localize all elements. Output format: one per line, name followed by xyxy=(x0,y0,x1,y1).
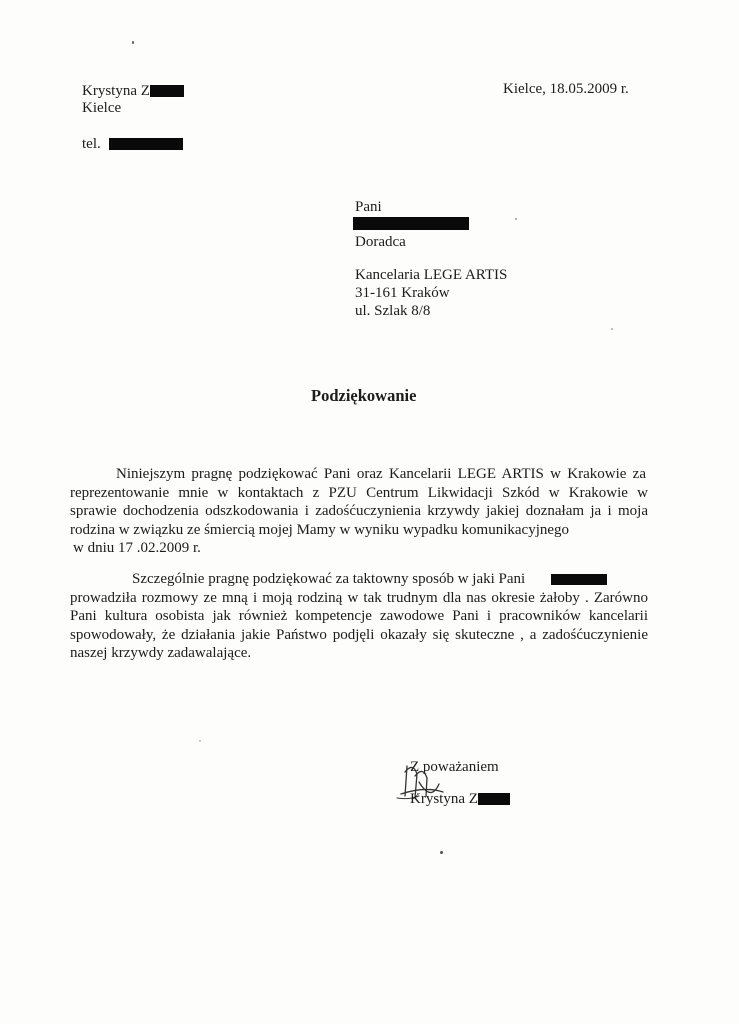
scan-speck xyxy=(611,328,613,330)
recipient-role: Doradca xyxy=(355,234,406,250)
redacted-surname xyxy=(150,85,184,97)
paragraph-2-line xyxy=(70,570,646,589)
sender-name: Krystyna Z xyxy=(82,83,150,99)
paragraph-2-line: Pani kultura osobista jak również kompetencje zawodowe Pani i pracowników kancelarii xyxy=(70,608,648,624)
scan-speck xyxy=(440,851,443,854)
paragraph-1-line: w dniu 17 .02.2009 r. xyxy=(73,540,201,556)
paragraph-2-line: spowodowały, że działania jakie Państwo podjęli okazały się skuteczne , a zadośćuczynienie xyxy=(70,626,648,643)
redacted-recipient-name xyxy=(353,217,469,230)
paragraph-1-line: rodzina w związku ze śmiercią mojej Mamy w wyniku wypadku komunikacyjnego xyxy=(70,521,570,538)
recipient-firm: Kancelaria LEGE ARTIS xyxy=(355,267,508,283)
paragraph-2-line: naszej krzywdy zadawalające. xyxy=(70,645,252,661)
sender-name-line xyxy=(82,82,184,100)
scan-speck xyxy=(199,740,201,742)
paragraph-2-first-text: Szczególnie pragnę podziękować za taktowny sposób w jaki Pani xyxy=(132,571,526,587)
signature-name-line xyxy=(410,790,510,808)
scan-speck xyxy=(515,218,517,220)
redacted-advisor-name xyxy=(551,574,607,585)
letter-title: Podziękowanie xyxy=(311,386,417,405)
paragraph-1-line: Niniejszym pragnę podziękować Pani oraz Kancelarii LEGE ARTIS w Krakowie za xyxy=(116,466,646,482)
scan-speck xyxy=(132,41,134,44)
sender-city: Kielce xyxy=(82,100,122,116)
recipient-salutation: Pani xyxy=(355,199,382,215)
signature-name: Krystyna Z xyxy=(410,791,478,807)
phone-label: tel. xyxy=(82,136,101,152)
paragraph-2-line: prowadziła rozmowy ze mną i moją rodziną w tak trudnym dla nas okresie żałoby . Zarówno xyxy=(70,589,648,606)
paragraph-1 xyxy=(70,465,648,558)
paragraph-1-line: sprawie dochodzenia odszkodowania i zadośćuczynienia krzywdy jakiej doznałam ja i moja xyxy=(70,503,648,519)
recipient-postal: 31-161 Kraków xyxy=(355,285,450,301)
paragraph-2 xyxy=(70,570,648,663)
recipient-street: ul. Szlak 8/8 xyxy=(355,303,431,319)
closing: Z poważaniem xyxy=(410,759,499,775)
date-line: Kielce, 18.05.2009 r. xyxy=(503,81,629,97)
sender-phone-line xyxy=(82,135,183,153)
redacted-phone xyxy=(109,138,183,150)
redacted-signature-surname xyxy=(478,793,510,805)
paragraph-1-line: reprezentowanie mnie w kontaktach z PZU Centrum Likwidacji Szkód w Krakowie w xyxy=(70,484,648,501)
